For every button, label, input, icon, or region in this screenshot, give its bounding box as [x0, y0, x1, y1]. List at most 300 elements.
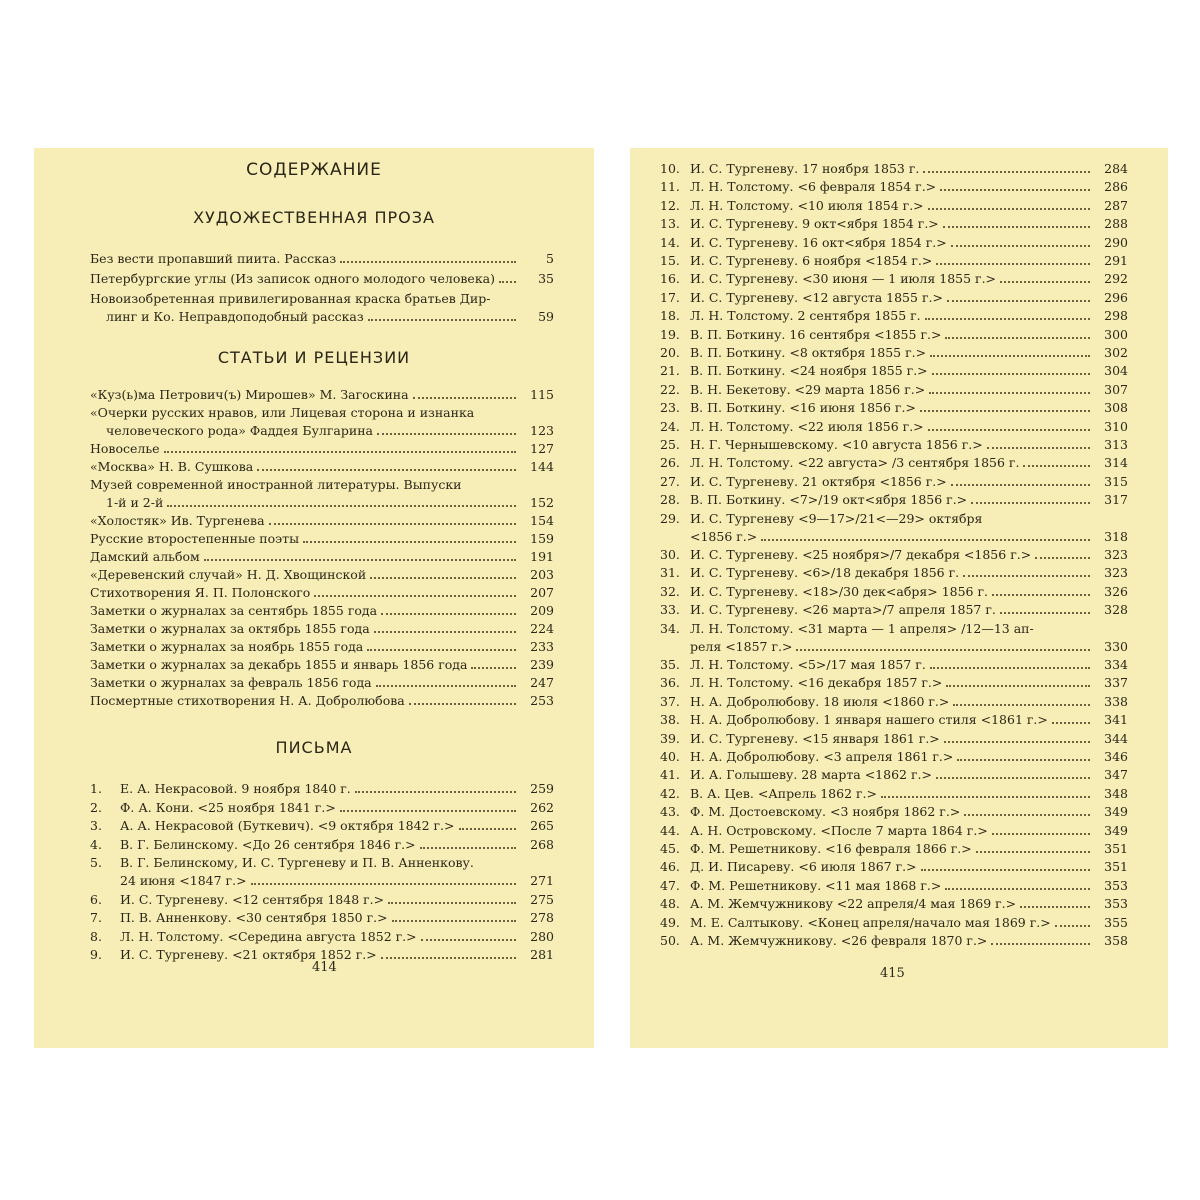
- entry-title: В. П. Боткину. <24 ноября 1855 г.>: [690, 363, 928, 379]
- dot-leader: [381, 957, 516, 959]
- letter-entry[interactable]: [660, 583, 1128, 601]
- page-number: 262: [530, 799, 554, 815]
- dot-leader: [925, 318, 1090, 320]
- page-number: 233: [530, 639, 554, 654]
- page-number: 287: [1104, 197, 1128, 213]
- toc-entry-line: [90, 872, 554, 890]
- toc-entry[interactable]: [90, 566, 554, 584]
- letter-entry[interactable]: [660, 362, 1128, 380]
- entry-title: И. А. Голышеву. 28 марта <1862 г.>: [690, 767, 932, 783]
- toc-entry-line: [90, 494, 554, 512]
- letter-entry[interactable]: [660, 693, 1128, 711]
- dot-leader: [921, 869, 1090, 871]
- letter-entry[interactable]: [660, 564, 1128, 582]
- toc-entry[interactable]: [90, 548, 554, 566]
- toc-entry-line: [660, 711, 1128, 729]
- dot-leader: [167, 505, 516, 507]
- page-number: 268: [530, 836, 554, 852]
- dot-leader: [257, 469, 516, 471]
- dot-leader: [355, 791, 516, 793]
- toc-entry[interactable]: [90, 404, 554, 440]
- page-number: 317: [1104, 492, 1128, 508]
- toc-entry-line: [660, 840, 1128, 858]
- page-number: 337: [1104, 675, 1128, 691]
- toc-entry-line: [660, 418, 1128, 436]
- toc-entry-line: [90, 780, 554, 798]
- page-number: 123: [530, 423, 554, 438]
- page-number: 286: [1104, 179, 1128, 195]
- page-number: 353: [1104, 896, 1128, 912]
- letter-entry[interactable]: [660, 877, 1128, 895]
- dot-leader: [796, 649, 1090, 651]
- entry-title: Ф. А. Кони. <25 ноября 1841 г.>: [120, 799, 336, 815]
- letter-entry[interactable]: [660, 858, 1128, 876]
- toc-entry-line: [660, 491, 1128, 509]
- entry-title: Л. Н. Толстому. <5>/17 мая 1857 г.: [690, 657, 926, 672]
- toc-entry-line: [660, 748, 1128, 766]
- letter-number: 9.: [90, 947, 102, 962]
- entry-title: И. С. Тургеневу <9—17>/21<—29> октября: [690, 510, 983, 526]
- toc-entry[interactable]: [90, 458, 554, 476]
- entry-title: В. П. Боткину. 16 сентября <1855 г.>: [690, 326, 942, 342]
- page-number: 347: [1104, 767, 1128, 783]
- dot-leader: [499, 281, 516, 283]
- page-number: 291: [1104, 253, 1128, 268]
- page-number: 290: [1104, 234, 1128, 250]
- page-number: 328: [1104, 602, 1128, 618]
- entry-title: Новоизобретенная привилегированная краска братьев Дир-: [90, 291, 491, 306]
- toc-entry[interactable]: [90, 270, 554, 288]
- dot-leader: [943, 226, 1090, 228]
- page-number-folio: 415: [880, 966, 905, 981]
- toc-entry-line: [660, 601, 1128, 619]
- dot-leader: [929, 392, 1090, 394]
- toc-entry-line: [660, 252, 1128, 270]
- dot-leader: [340, 261, 516, 263]
- toc-entry-line: [660, 381, 1128, 399]
- letter-entry[interactable]: [660, 454, 1128, 472]
- dot-leader: [370, 577, 516, 579]
- entry-title: А. А. Некрасовой (Буткевич). <9 октября 1842 г.>: [120, 818, 455, 833]
- letter-entry[interactable]: [660, 656, 1128, 674]
- toc-entry-line: [90, 799, 554, 817]
- letter-number: 41.: [660, 767, 680, 783]
- letter-entry[interactable]: [660, 620, 1128, 656]
- entry-title: И. С. Тургеневу. 9 окт<ября 1854 г.>: [690, 216, 939, 232]
- left-page: [34, 148, 594, 1048]
- entry-title: Посмертные стихотворения Н. А. Добролюбова: [90, 693, 405, 708]
- dot-leader: [940, 189, 1090, 191]
- letter-number: 1.: [90, 781, 102, 796]
- letter-number: 29.: [660, 510, 680, 526]
- page-number: 351: [1104, 859, 1128, 875]
- letter-entry[interactable]: [660, 748, 1128, 766]
- page-number: 344: [1104, 730, 1128, 746]
- dot-leader: [928, 208, 1090, 210]
- entry-title: Н. Г. Чернышевскому. <10 августа 1856 г.>: [690, 437, 983, 452]
- letter-number: 7.: [90, 910, 102, 925]
- page-number: 265: [530, 818, 554, 833]
- dot-leader: [413, 397, 516, 399]
- letter-entry[interactable]: [660, 307, 1128, 325]
- dot-leader: [957, 759, 1090, 761]
- entry-title: И. С. Тургеневу. <30 июня — 1 июля 1855 г.>: [690, 271, 997, 287]
- dot-leader: [987, 447, 1090, 449]
- toc-entry-line: [660, 178, 1128, 196]
- dot-leader: [936, 263, 1090, 265]
- entry-title: Ф. М. Решетникову. <11 мая 1868 г.>: [690, 877, 942, 893]
- page-number: 271: [530, 873, 554, 888]
- dot-leader: [920, 410, 1090, 412]
- letter-entry[interactable]: [90, 836, 554, 854]
- dot-leader: [964, 814, 1090, 816]
- entry-title: 24 июня <1847 г.>: [120, 873, 247, 888]
- letter-entry[interactable]: [660, 160, 1128, 178]
- entry-title: «Деревенский случай» Н. Д. Хвощинской: [90, 567, 367, 582]
- entry-title: И. С. Тургеневу. <12 августа 1855 г.>: [690, 289, 943, 305]
- toc-entry-line: [660, 583, 1128, 601]
- letter-entry[interactable]: [660, 197, 1128, 215]
- letter-entry[interactable]: [660, 344, 1128, 362]
- letter-number: 48.: [660, 896, 680, 912]
- page-number: 349: [1104, 804, 1128, 820]
- page-number: 284: [1104, 161, 1128, 176]
- toc-entry-line: [90, 476, 554, 494]
- toc-entry[interactable]: [90, 476, 554, 512]
- page-number: 144: [530, 459, 554, 474]
- entry-title: «Холостяк» Ив. Тургенева: [90, 513, 265, 528]
- letter-entry[interactable]: [660, 289, 1128, 307]
- toc-entry-line: [90, 530, 554, 548]
- page-number: 304: [1104, 363, 1128, 379]
- page-number: 292: [1104, 271, 1128, 287]
- entry-title: Дамский альбом: [90, 549, 200, 564]
- letter-entry[interactable]: [660, 326, 1128, 344]
- toc-entry[interactable]: [90, 620, 554, 638]
- dot-leader: [923, 171, 1090, 173]
- toc-entry[interactable]: [90, 250, 554, 268]
- page-number: 59: [538, 309, 554, 324]
- letter-number: 39.: [660, 730, 680, 746]
- letter-number: 10.: [660, 161, 680, 176]
- toc-entry[interactable]: [90, 638, 554, 656]
- letter-entry[interactable]: [660, 418, 1128, 436]
- dot-leader: [930, 667, 1090, 669]
- letter-entry[interactable]: [660, 601, 1128, 619]
- entry-title: Е. А. Некрасовой. 9 ноября 1840 г.: [120, 781, 351, 796]
- page-number: 314: [1104, 455, 1128, 471]
- entry-title: Заметки о журналах за февраль 1856 года: [90, 675, 372, 690]
- page-number: 334: [1104, 657, 1128, 672]
- toc-entry-line: [660, 528, 1128, 546]
- page-number: 307: [1104, 381, 1128, 397]
- section-heading: СТАТЬИ И РЕЦЕНЗИИ: [217, 348, 411, 367]
- entry-title: И. С. Тургеневу. <15 января 1861 г.>: [690, 730, 940, 746]
- letter-entry[interactable]: [660, 252, 1128, 270]
- letter-number: 40.: [660, 749, 680, 764]
- entry-title: В. П. Боткину. <16 июня 1856 г.>: [690, 400, 916, 416]
- dot-leader: [368, 319, 516, 321]
- page-number: 152: [530, 495, 554, 510]
- toc-entry-line: [90, 836, 554, 854]
- dot-leader: [381, 613, 516, 615]
- letter-entry[interactable]: [660, 215, 1128, 233]
- entry-title: В. Н. Бекетову. <29 марта 1856 г.>: [690, 381, 926, 397]
- letter-number: 11.: [660, 179, 680, 195]
- letter-number: 30.: [660, 547, 680, 562]
- page-number: 288: [1104, 216, 1128, 232]
- toc-entry-line: [660, 546, 1128, 564]
- contents-title: СОДЕРЖАНИЕ: [246, 160, 382, 180]
- letter-number: 21.: [660, 363, 680, 379]
- dot-leader: [204, 559, 516, 561]
- letter-number: 15.: [660, 253, 680, 268]
- toc-entry[interactable]: [90, 674, 554, 692]
- page-number: 207: [530, 585, 554, 600]
- dot-leader: [340, 810, 516, 812]
- letter-entry[interactable]: [90, 909, 554, 927]
- page-number: 296: [1104, 289, 1128, 305]
- right-page: [630, 148, 1168, 1048]
- dot-leader: [1000, 612, 1090, 614]
- page-number: 349: [1104, 822, 1128, 838]
- dot-leader: [251, 883, 516, 885]
- toc-entry-line: [660, 730, 1128, 748]
- entry-title: Петербургские углы (Из записок одного молодого человека): [90, 271, 495, 286]
- letter-number: 23.: [660, 400, 680, 416]
- page-number: 323: [1104, 565, 1128, 581]
- toc-entry[interactable]: [90, 530, 554, 548]
- letter-number: 17.: [660, 289, 680, 305]
- dot-leader: [392, 920, 516, 922]
- dot-leader: [951, 245, 1090, 247]
- dot-leader: [388, 902, 516, 904]
- dot-leader: [947, 300, 1090, 302]
- letter-entry[interactable]: [660, 674, 1128, 692]
- dot-leader: [761, 539, 1090, 541]
- page-number: 330: [1104, 638, 1128, 654]
- page-number: 323: [1104, 547, 1128, 562]
- letter-number: 49.: [660, 914, 680, 930]
- letter-number: 24.: [660, 418, 680, 434]
- dot-leader: [164, 451, 516, 453]
- page-number: 281: [530, 947, 554, 962]
- dot-leader: [991, 943, 1090, 945]
- toc-entry-line: [660, 436, 1128, 454]
- letter-number: 43.: [660, 804, 680, 820]
- page-number: 326: [1104, 583, 1128, 599]
- entry-title: Заметки о журналах за ноябрь 1855 года: [90, 639, 364, 654]
- toc-entry-line: [660, 822, 1128, 840]
- entry-title: И. С. Тургеневу. 6 ноября <1854 г.>: [690, 253, 933, 268]
- toc-entry-line: [90, 250, 554, 268]
- toc-entry-line: [90, 512, 554, 530]
- page-number: 247: [530, 675, 554, 690]
- dot-leader: [953, 704, 1090, 706]
- letter-entry[interactable]: [90, 854, 554, 890]
- toc-entry-line: [660, 307, 1128, 325]
- dot-leader: [459, 828, 517, 830]
- page-number: 358: [1104, 933, 1128, 948]
- dot-leader: [951, 484, 1090, 486]
- book-gutter: [594, 148, 630, 1048]
- dot-leader: [420, 847, 516, 849]
- page-number: 203: [530, 567, 554, 582]
- letter-number: 44.: [660, 822, 680, 838]
- letter-entry[interactable]: [660, 932, 1128, 950]
- page-number: 338: [1104, 693, 1128, 709]
- letter-entry[interactable]: [660, 436, 1128, 454]
- letter-number: 27.: [660, 473, 680, 489]
- toc-entry-line: [90, 386, 554, 404]
- toc-entry[interactable]: [90, 512, 554, 530]
- toc-entry-line: [660, 620, 1128, 638]
- page-number: 280: [530, 928, 554, 944]
- toc-entry-line: [90, 928, 554, 946]
- page-number: 318: [1104, 528, 1128, 544]
- letter-number: 32.: [660, 583, 680, 599]
- entry-title: Л. Н. Толстому. 2 сентября 1855 г.: [690, 308, 921, 324]
- toc-entry-line: [90, 656, 554, 674]
- toc-entry-line: [90, 422, 554, 440]
- page-number: 253: [530, 693, 554, 708]
- page-number: 278: [530, 910, 554, 925]
- toc-entry-line: [660, 344, 1128, 362]
- letter-entry[interactable]: [660, 711, 1128, 729]
- page-number: 302: [1104, 345, 1128, 360]
- toc-entry[interactable]: [90, 656, 554, 674]
- dot-leader: [971, 502, 1090, 504]
- dot-leader: [1023, 465, 1090, 467]
- entry-title: М. Е. Салтыкову. <Конец апреля/начало мая 1869 г.>: [690, 914, 1051, 930]
- dot-leader: [992, 594, 1090, 596]
- dot-leader: [932, 373, 1090, 375]
- letter-entry[interactable]: [90, 928, 554, 946]
- dot-leader: [945, 888, 1090, 890]
- letter-number: 37.: [660, 693, 680, 709]
- letter-number: 28.: [660, 492, 680, 508]
- letter-entry[interactable]: [660, 510, 1128, 546]
- toc-entry[interactable]: [90, 602, 554, 620]
- entry-title: Л. Н. Толстому. <22 августа> /3 сентября 1856 г.: [690, 455, 1020, 471]
- letter-number: 14.: [660, 234, 680, 250]
- entry-title: Н. А. Добролюбову. <3 апреля 1861 г.>: [690, 749, 954, 764]
- entry-title: И. С. Тургеневу. <6>/18 декабря 1856 г.: [690, 565, 960, 581]
- entry-title: Заметки о журналах за сентябрь 1855 года: [90, 603, 378, 618]
- entry-title: Л. Н. Толстому. <31 марта — 1 апреля> /12—13 ап-: [690, 620, 1034, 636]
- page-number: 127: [530, 441, 554, 456]
- letter-entry[interactable]: [660, 803, 1128, 821]
- toc-entry-line: [660, 326, 1128, 344]
- letter-entry[interactable]: [90, 817, 554, 835]
- letter-entry[interactable]: [660, 491, 1128, 509]
- dot-leader: [1000, 281, 1090, 283]
- entry-title: Русские второстепенные поэты: [90, 531, 300, 546]
- toc-entry-line: [90, 440, 554, 458]
- dot-leader: [946, 685, 1090, 687]
- letter-entry[interactable]: [90, 799, 554, 817]
- letter-entry[interactable]: [90, 891, 554, 909]
- toc-entry[interactable]: [90, 386, 554, 404]
- entry-title: «Москва» Н. В. Сушкова: [90, 459, 254, 474]
- entry-title: «Куз(ь)ма Петрович(ъ) Мирошев» М. Загоскина: [90, 387, 409, 402]
- letter-entry[interactable]: [660, 270, 1128, 288]
- letter-number: 50.: [660, 933, 680, 948]
- dot-leader: [1020, 906, 1090, 908]
- dot-leader: [409, 703, 516, 705]
- toc-entry-line: [660, 785, 1128, 803]
- entry-title: Ф. М. Достоевскому. <3 ноября 1862 г.>: [690, 804, 961, 820]
- dot-leader: [992, 833, 1090, 835]
- entry-title: Без вести пропавший пиита. Рассказ: [90, 251, 337, 266]
- dot-leader: [314, 595, 516, 597]
- entry-title: Л. Н. Толстому. <Середина августа 1852 г.>: [120, 928, 417, 944]
- dot-leader: [374, 631, 516, 633]
- entry-title: Н. А. Добролюбову. 18 июля <1860 г.>: [690, 693, 950, 709]
- letter-entry[interactable]: [660, 399, 1128, 417]
- dot-leader: [945, 337, 1090, 339]
- page-number: 259: [530, 781, 554, 796]
- entry-title: Л. Н. Толстому. <16 декабря 1857 г.>: [690, 675, 943, 691]
- toc-entry-line: [90, 602, 554, 620]
- toc-entry-line: [90, 566, 554, 584]
- toc-entry-line: [660, 693, 1128, 711]
- dot-leader: [376, 685, 516, 687]
- toc-entry[interactable]: [90, 584, 554, 602]
- toc-entry-line: [660, 803, 1128, 821]
- letter-entry[interactable]: [660, 766, 1128, 784]
- letter-number: 3.: [90, 818, 102, 833]
- toc-entry-line: [660, 362, 1128, 380]
- entry-title: Л. Н. Толстому. <6 февраля 1854 г.>: [690, 179, 937, 195]
- page-number: 159: [530, 531, 554, 546]
- letter-entry[interactable]: [660, 473, 1128, 491]
- letter-entry[interactable]: [660, 234, 1128, 252]
- page-number: 209: [530, 603, 554, 618]
- letter-entry[interactable]: [90, 780, 554, 798]
- letter-entry[interactable]: [660, 381, 1128, 399]
- entry-title: линг и Ко. Неправдоподобный рассказ: [106, 309, 364, 324]
- dot-leader: [928, 429, 1090, 431]
- letter-entry[interactable]: [660, 178, 1128, 196]
- dot-leader: [1052, 722, 1090, 724]
- letter-number: 19.: [660, 326, 680, 342]
- letter-number: 31.: [660, 565, 680, 581]
- toc-entry[interactable]: [90, 692, 554, 710]
- toc-entry-line: [660, 197, 1128, 215]
- toc-entry[interactable]: [90, 440, 554, 458]
- letter-entry[interactable]: [660, 914, 1128, 932]
- letter-entry[interactable]: [660, 546, 1128, 564]
- letter-number: 13.: [660, 216, 680, 232]
- dot-leader: [963, 575, 1090, 577]
- entry-title: И. С. Тургеневу. <18>/30 дек<абря> 1856 г.: [690, 583, 989, 599]
- letter-entry[interactable]: [660, 840, 1128, 858]
- letter-entry[interactable]: [660, 730, 1128, 748]
- letter-entry[interactable]: [660, 895, 1128, 913]
- page-number: 355: [1104, 914, 1128, 930]
- page-number: 35: [538, 271, 554, 286]
- letter-number: 16.: [660, 271, 680, 287]
- entry-title: Заметки о журналах за декабрь 1855 и январь 1856 года: [90, 657, 468, 672]
- letter-entry[interactable]: [660, 785, 1128, 803]
- entry-title: П. В. Анненкову. <30 сентября 1850 г.>: [120, 910, 388, 925]
- toc-entry[interactable]: [90, 290, 554, 326]
- letter-entry[interactable]: [660, 822, 1128, 840]
- letter-number: 6.: [90, 891, 102, 907]
- entry-title: Заметки о журналах за октябрь 1855 года: [90, 621, 370, 636]
- entry-title: Н. А. Добролюбову. 1 января нашего стиля <1861 г.>: [690, 712, 1048, 728]
